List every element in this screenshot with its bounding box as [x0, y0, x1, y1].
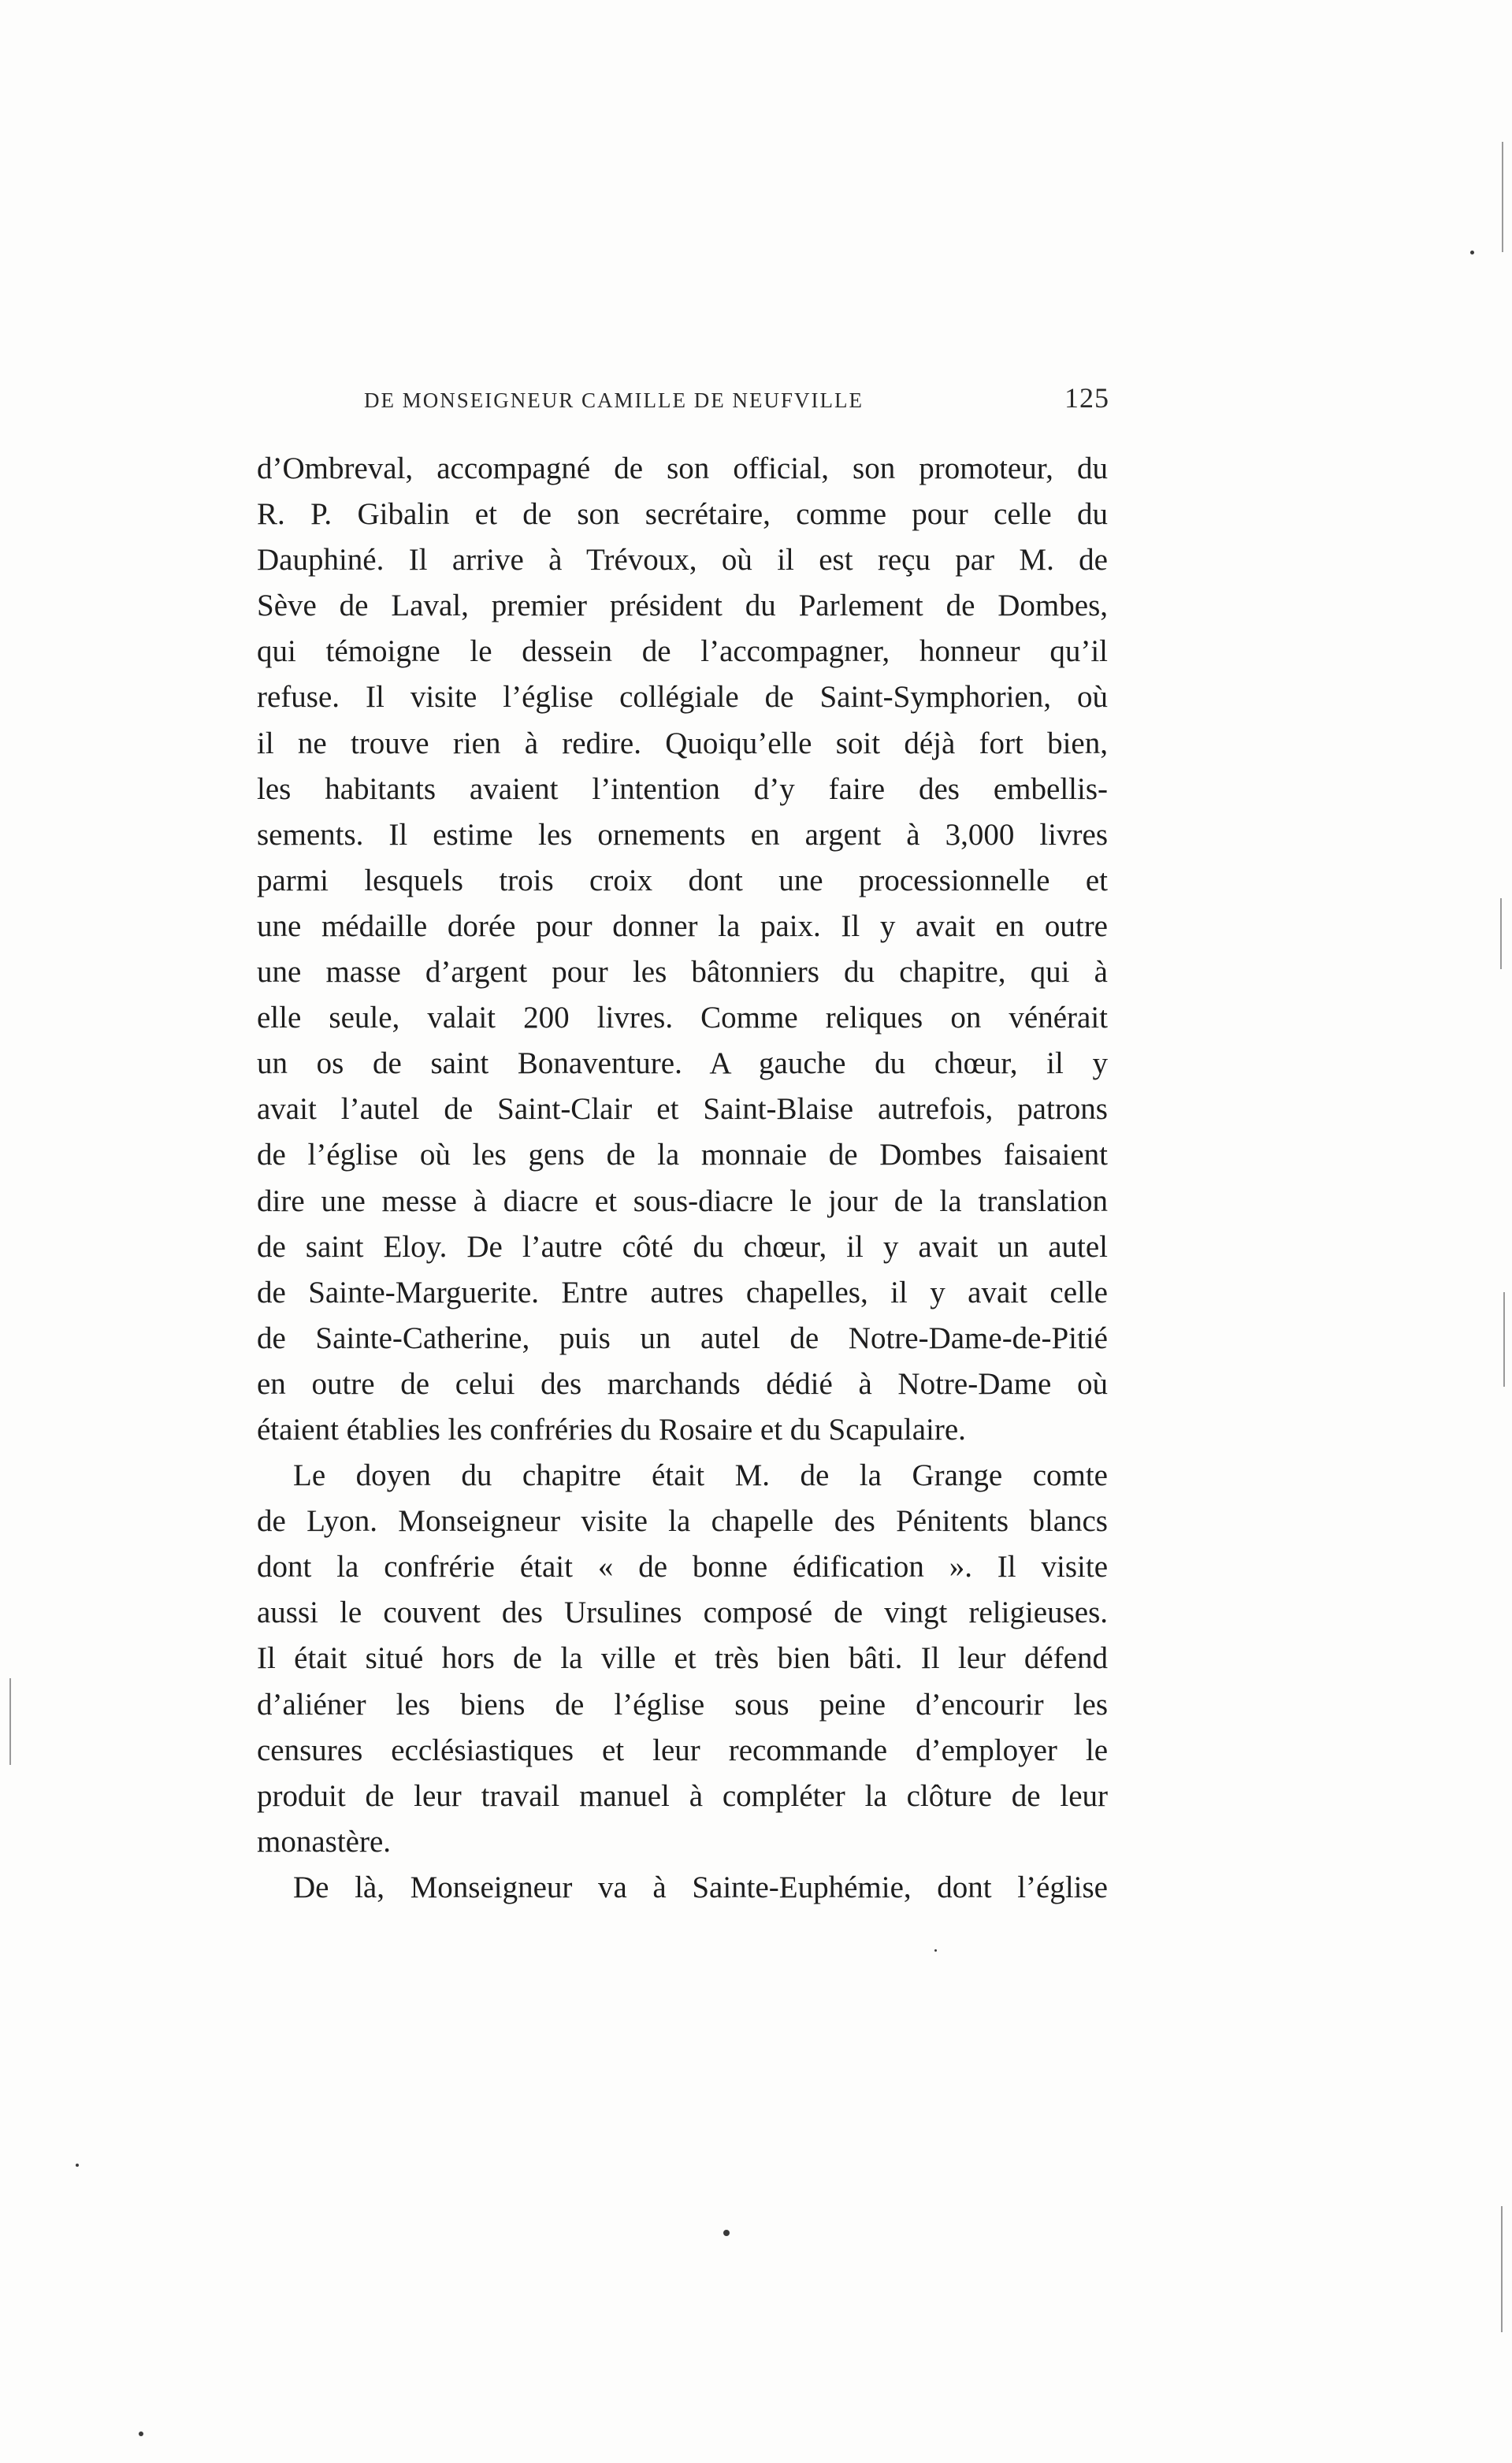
text-line: les habitants avaient l’intention d’y faire des embellis-: [257, 771, 1108, 806]
text-line: R. P. Gibalin et de son secrétaire, comme pour celle du: [257, 497, 1108, 532]
text-line: produit de leur travail manuel à compléter la clôture de leur: [257, 1778, 1108, 1813]
scan-edge-mark: [9, 1678, 11, 1765]
text-line: monastère.: [257, 1824, 392, 1859]
text-line: il ne trouve rien à redire. Quoiqu’elle soit déjà fort bien,: [257, 726, 1108, 760]
text-line: Sève de Laval, premier président du Parlement de Dombes,: [257, 589, 1108, 623]
text-line: une médaille dorée pour donner la paix. Il y avait en outre: [257, 908, 1108, 943]
text-line: un os de saint Bonaventure. A gauche du chœur, il y: [257, 1046, 1108, 1081]
scan-edge-mark: [1502, 142, 1503, 252]
text-line: refuse. Il visite l’église collégiale de Saint-Symphorien, où: [257, 680, 1108, 715]
text-line: de Sainte-Catherine, puis un autel de Notre-Dame-de-Pitié: [257, 1321, 1108, 1355]
text-line: dont la confrérie était « de bonne édification ». Il visite: [257, 1550, 1108, 1584]
text-line: de l’église où les gens de la monnaie de Dombes faisaient: [257, 1138, 1108, 1172]
page-number: 125: [1064, 382, 1109, 414]
text-line: de saint Eloy. De l’autre côté du chœur, il y avait un autel: [257, 1229, 1108, 1264]
text-line: avait l’autel de Saint-Clair et Saint-Blaise autrefois, patrons: [257, 1092, 1108, 1127]
text-line: de Sainte-Marguerite. Entre autres chapelles, il y avait celle: [257, 1275, 1108, 1310]
text-line: Dauphiné. Il arrive à Trévoux, où il est reçu par M. de: [257, 543, 1108, 578]
scan-speck: [76, 2164, 79, 2167]
text-line: De là, Monseigneur va à Sainte-Euphémie, dont l’église: [293, 1870, 1108, 1904]
text-line: de Lyon. Monseigneur visite la chapelle des Pénitents blancs: [257, 1504, 1108, 1539]
text-line: aussi le couvent des Ursulines composé de vingt religieuses.: [257, 1596, 1108, 1630]
paragraph-3: [257, 1865, 1108, 1911]
text-line: elle seule, valait 200 livres. Comme reliques on vénérait: [257, 1001, 1108, 1035]
paragraph-1: [257, 446, 1108, 1453]
text-line: dire une messe à diacre et sous-diacre le jour de la translation: [257, 1183, 1108, 1218]
scan-speck: [1470, 251, 1474, 254]
text-line: d’aliéner les biens de l’église sous peine d’encourir les: [257, 1687, 1108, 1722]
body-text: [257, 446, 1108, 1911]
scan-speck: [723, 2230, 730, 2236]
page-header: [364, 381, 1109, 425]
scan-speck: [139, 2431, 143, 2436]
text-line: Il était situé hors de la ville et très bien bâti. Il leur défend: [257, 1641, 1108, 1676]
scan-edge-mark: [1501, 2206, 1503, 2332]
text-line: qui témoigne le dessein de l’accompagner, honneur qu’il: [257, 634, 1108, 669]
text-line: Le doyen du chapitre était M. de la Grange comte: [293, 1458, 1108, 1493]
text-line: parmi lesquels trois croix dont une processionnelle et: [257, 863, 1108, 897]
text-line: étaient établies les confréries du Rosaire et du Scapulaire.: [257, 1412, 966, 1447]
running-head: DE MONSEIGNEUR CAMILLE DE NEUFVILLE: [364, 388, 864, 412]
scan-edge-mark: [1500, 898, 1502, 969]
text-line: une masse d’argent pour les bâtonniers du chapitre, qui à: [257, 955, 1108, 990]
text-line: sements. Il estime les ornements en argent à 3,000 livres: [257, 817, 1108, 852]
text-line: censures ecclésiastiques et leur recommande d’employer le: [257, 1733, 1108, 1767]
paragraph-2: [257, 1453, 1108, 1865]
scan-edge-mark: [1503, 1292, 1505, 1387]
scan-speck: [934, 1949, 937, 1952]
text-line: d’Ombreval, accompagné de son official, son promoteur, du: [257, 451, 1108, 485]
text-line: en outre de celui des marchands dédié à Notre-Dame où: [257, 1366, 1108, 1401]
